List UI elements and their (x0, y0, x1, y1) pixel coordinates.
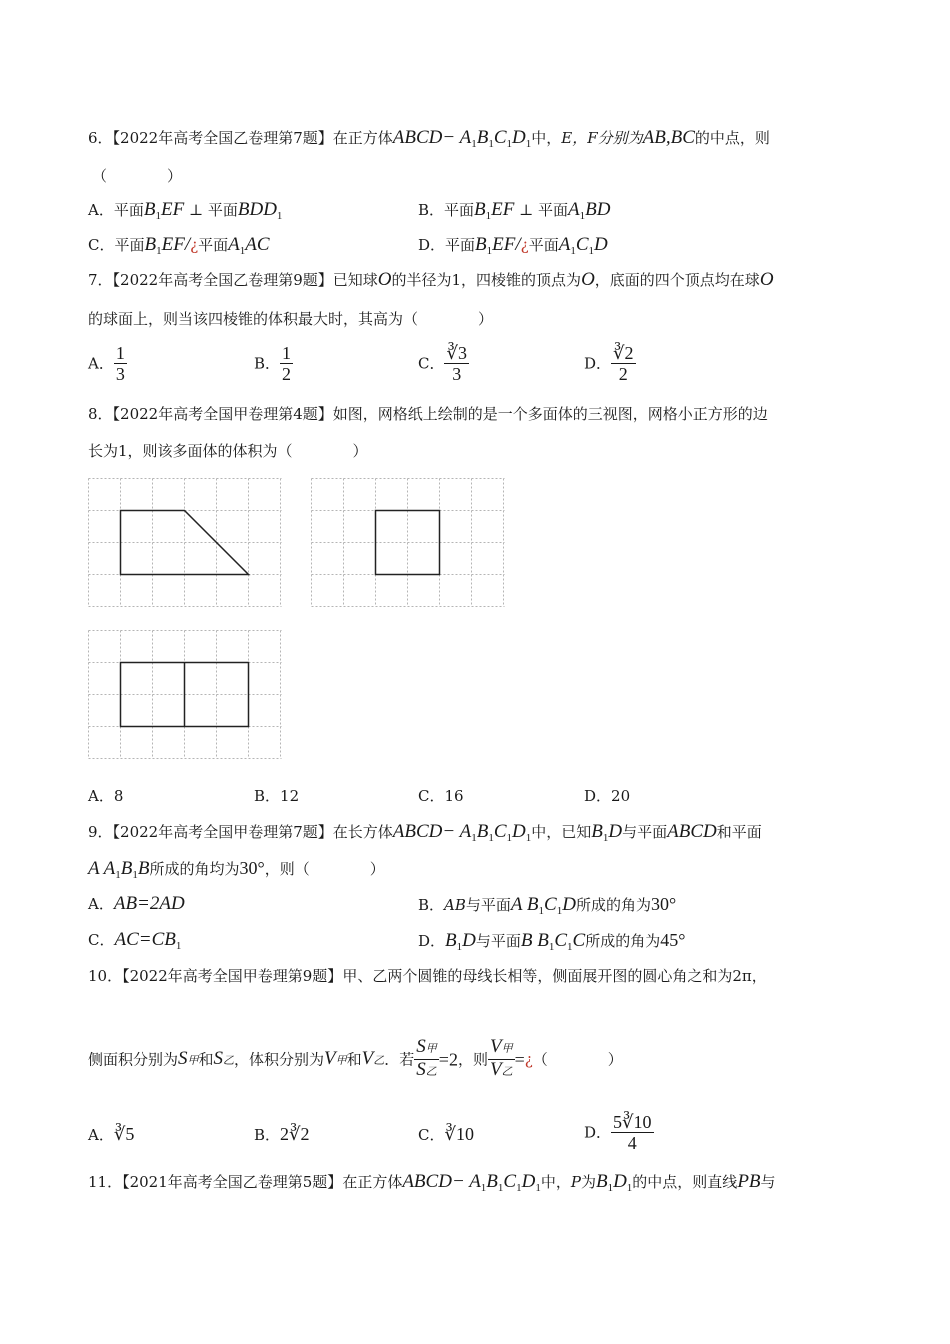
option-label: A． (88, 787, 114, 805)
option-label: D． (418, 236, 446, 254)
var-s: S (178, 1047, 188, 1069)
q7-option-c[interactable] (418, 343, 469, 384)
sub-jia: 甲 (501, 1043, 513, 1055)
option-text: 所成的角为 (575, 896, 651, 914)
option-label: D． (584, 1123, 612, 1142)
sub-1: 1 (602, 832, 609, 844)
q10-source: 【2022年高考全国甲卷理第9题】 (122, 967, 343, 985)
q10-text-3: ，体积分别为 (234, 1050, 325, 1069)
sub-1: 1 (535, 1182, 541, 1194)
inverted-question-mark: ¿ (524, 1050, 533, 1069)
q10-option-c[interactable] (418, 1124, 474, 1145)
var-d: D (562, 894, 576, 915)
q10-option-d[interactable] (584, 1112, 654, 1153)
sub-1: 1 (480, 1182, 487, 1194)
q6-comma: , (665, 127, 671, 148)
sub-1: 1 (516, 1182, 522, 1194)
q9-line2 (88, 858, 385, 881)
sub-1: 1 (497, 1182, 504, 1194)
q6-ef-text: E，F分别为 (561, 129, 643, 147)
q8-option-a[interactable] (88, 786, 123, 806)
option-value: 8 (113, 787, 124, 805)
option-label: B． (418, 201, 445, 219)
sub-1: 1 (506, 138, 513, 150)
var-s: S (416, 1059, 426, 1080)
var-bb: B B (520, 930, 549, 951)
var-b: B (143, 199, 156, 220)
sub-1: 1 (556, 905, 563, 917)
option-value: 16 (444, 787, 464, 805)
sub-yi: 乙 (373, 1054, 385, 1067)
q8-top-view-figure (88, 630, 282, 760)
plane-word: 平面 (207, 201, 238, 219)
option-label: A． (88, 354, 114, 373)
word-and: 和 (346, 1050, 362, 1069)
sub-1: 1 (538, 905, 545, 917)
var-a: A (558, 234, 571, 255)
fraction (611, 1112, 653, 1153)
var-v: V (489, 1059, 502, 1080)
q6-option-d[interactable] (418, 235, 608, 257)
fraction (444, 343, 468, 384)
q8-line1 (88, 404, 768, 424)
plane-word: 平面 (444, 201, 475, 219)
q7-number: 7． (88, 271, 113, 289)
sub-1: 1 (239, 245, 246, 257)
var-d: D (608, 821, 623, 842)
q9-text-5: 所成的角均为 (149, 860, 240, 878)
sub-1: 1 (588, 245, 595, 257)
var-a: A (459, 821, 472, 842)
var-b: B (476, 821, 489, 842)
q8-source: 【2022年高考全国甲卷理第4题】 (112, 405, 333, 423)
fraction (611, 343, 635, 384)
q10-option-b[interactable] (254, 1124, 310, 1145)
var-a: A (568, 199, 580, 220)
q6-bc: BC (670, 127, 695, 148)
q10-text-2: 侧面积分别为 (88, 1050, 179, 1069)
q11-text-5: 与 (760, 1173, 776, 1191)
q8-option-d[interactable] (584, 786, 630, 806)
var-o: O (581, 269, 595, 290)
var-bd: BD (237, 199, 264, 220)
option-label: D． (584, 787, 612, 805)
q11-text-2: 中， (540, 1173, 571, 1191)
option-label: D． (418, 932, 446, 950)
q9-text-4: 和平面 (716, 823, 762, 841)
q8-option-c[interactable] (418, 786, 464, 806)
sub-1: 1 (175, 940, 182, 952)
denominator: 2 (618, 364, 628, 384)
q9-option-c[interactable] (88, 930, 181, 952)
sub-1: 1 (488, 832, 494, 844)
fraction (114, 343, 127, 384)
var-b: B (474, 199, 486, 220)
q7-line2: 的球面上，则当该四棱锥的体积最大时，其高为（ ） (88, 310, 494, 328)
var-s: S (213, 1047, 224, 1069)
option-text: 与平面 (475, 932, 521, 950)
q10-option-a[interactable] (88, 1124, 134, 1145)
q7-line1 (88, 270, 774, 290)
var-p: P (570, 1173, 581, 1191)
option-label: B． (418, 896, 445, 914)
numerator: 1 (282, 343, 292, 363)
var-o: O (377, 269, 392, 290)
sub-1: 1 (488, 138, 494, 150)
var-a: A (510, 894, 523, 915)
numerator: ∛3 (446, 343, 467, 363)
sub-1: 1 (155, 210, 161, 222)
sub-1: 1 (506, 832, 513, 844)
q9-text-6: ，则（ ） (264, 860, 385, 878)
plane-word: 平面 (114, 236, 145, 254)
var-aa: A A (88, 858, 116, 879)
q7-text-3: ，底面的四个顶点均在球 (594, 271, 760, 289)
sub-yi: 乙 (501, 1066, 513, 1078)
sub-1: 1 (626, 1182, 633, 1194)
q11-text-4: 的中点，则直线 (632, 1173, 738, 1191)
var-d: D (594, 234, 608, 255)
var-b: B (595, 1171, 608, 1192)
option-expression: AB=2AD (113, 893, 185, 914)
q6-option-a[interactable] (88, 200, 282, 222)
denominator: 3 (452, 364, 462, 384)
var-abcd: ABCD (667, 821, 717, 842)
q11-text-1: 在正方体 (342, 1173, 403, 1191)
var-bd: BD (585, 199, 611, 220)
var-v: V (361, 1047, 374, 1069)
plane-word: 平面 (445, 236, 476, 254)
var-b: B (144, 234, 157, 255)
var-pb: PB (737, 1171, 761, 1192)
var-d: D (462, 930, 476, 951)
fraction (280, 343, 293, 384)
var-d: D (521, 1171, 536, 1192)
var-b: B (486, 1171, 498, 1192)
slash: / (515, 234, 521, 255)
var-b: B (475, 234, 487, 255)
q8-text-1: 如图，网格纸上绘制的是一个多面体的三视图，网格小正方形的边 (332, 405, 768, 423)
var-b: B (120, 858, 133, 879)
q10-text-5: ，则 (457, 1050, 488, 1069)
option-label: C． (418, 1126, 445, 1144)
sub-jia: 甲 (335, 1054, 347, 1067)
q6-number: 6． (88, 129, 113, 147)
option-label: C． (88, 931, 115, 949)
var-c: C (575, 234, 589, 255)
fraction-s-ratio (414, 1037, 439, 1082)
q10-text-1: 甲、乙两个圆锥的母线长相等，侧面展开图的圆心角之和为2π， (342, 967, 767, 985)
var-a: A (228, 234, 240, 255)
sub-1: 1 (132, 869, 138, 881)
denominator: 3 (115, 364, 125, 384)
option-label: A． (88, 201, 114, 219)
denominator: 4 (627, 1133, 637, 1153)
q7-source: 【2022年高考全国乙卷理第9题】 (112, 271, 333, 289)
var-s: S (416, 1036, 426, 1057)
var-ac: AC (245, 234, 270, 255)
sub-1: 1 (115, 869, 121, 881)
sub-jia: 甲 (425, 1043, 437, 1055)
sub-1: 1 (471, 138, 477, 150)
sub-1: 1 (570, 245, 576, 257)
var-b: B (526, 894, 539, 915)
var-ab: AB (444, 896, 466, 914)
q8-line2: 长为1，则该多面体的体积为（ ） (88, 442, 368, 460)
fraction-v-ratio (488, 1037, 515, 1082)
sub-yi: 乙 (223, 1054, 235, 1067)
q9-option-a[interactable] (88, 894, 185, 914)
q11-line1 (88, 1172, 776, 1194)
option-label: A． (88, 895, 114, 913)
grid-lines (89, 479, 282, 607)
sub-1: 1 (456, 941, 463, 953)
var-b: B (591, 821, 603, 842)
q9-option-b[interactable] (418, 894, 676, 917)
inverted-question-mark: ¿ (520, 236, 529, 254)
q6-ab: AB (642, 127, 666, 148)
q10-line1 (88, 966, 767, 986)
q9-text-1: 在长方体 (332, 823, 393, 841)
var-ef: EF (160, 199, 185, 220)
sub-1: 1 (485, 210, 492, 222)
perp-symbol: ⊥ (514, 201, 539, 219)
q6-cube-name (393, 127, 532, 148)
denominator: 2 (282, 364, 292, 384)
option-value: 20 (611, 787, 631, 805)
q6-line1 (88, 128, 770, 150)
sub-1: 1 (525, 832, 532, 844)
q6-a1: A (459, 127, 472, 148)
var-c: C (554, 930, 568, 951)
q6-cube-abcd: ABCD (392, 127, 443, 148)
q11-source: 【2021年高考全国乙卷理第5题】 (122, 1173, 343, 1191)
var-o: O (759, 269, 774, 290)
equals-sign: = (514, 1049, 525, 1070)
option-text: 与平面 (465, 896, 511, 914)
var-v: V (489, 1036, 502, 1057)
var-v: V (324, 1047, 336, 1069)
option-label: B． (254, 354, 281, 373)
sub-1: 1 (156, 245, 162, 257)
numerator: 1 (115, 343, 125, 363)
plane-word: 平面 (113, 201, 144, 219)
slash: / (184, 234, 191, 255)
option-value: 2∛2 (280, 1124, 310, 1144)
numerator: ∛2 (613, 343, 634, 363)
q7-option-a[interactable] (88, 343, 127, 384)
var-abcd: ABCD (402, 1171, 452, 1192)
q7-text-2: 的半径为1，四棱锥的顶点为 (391, 271, 582, 289)
option-label: B． (254, 787, 281, 805)
q9-option-d[interactable] (418, 930, 685, 953)
q6-option-b[interactable] (418, 200, 610, 222)
var-a: A (469, 1171, 481, 1192)
var-ef: EF (161, 234, 185, 255)
q8-front-view-figure (88, 478, 282, 608)
angle-value: 45° (660, 930, 686, 950)
q9-text-3: 与平面 (622, 823, 668, 841)
sub-1: 1 (276, 210, 283, 222)
option-label: A． (88, 1126, 114, 1144)
option-label: C． (88, 236, 115, 254)
q7-text-1: 已知球 (332, 271, 378, 289)
q6-answer-paren: （ ） (92, 167, 183, 185)
sub-1: 1 (567, 941, 573, 953)
q9-number: 9． (88, 823, 113, 841)
q6-intro: 在正方体 (332, 129, 393, 147)
q6-mid: 中， (531, 129, 562, 147)
var-ef: EF (491, 199, 515, 220)
option-text: 所成的角为 (585, 932, 661, 950)
word-and: 和 (198, 1050, 214, 1069)
q10-line2 (88, 1037, 623, 1082)
option-label: C． (418, 787, 445, 805)
equals-two: =2 (438, 1049, 458, 1070)
var-c: C (544, 894, 557, 915)
var-ef: EF (492, 234, 516, 255)
option-label: C． (418, 354, 445, 373)
sub-1: 1 (607, 1182, 614, 1194)
option-label: B． (254, 1126, 281, 1144)
sub-1: 1 (525, 138, 532, 150)
sub-jia: 甲 (187, 1054, 199, 1067)
q10-number: 10． (88, 967, 123, 985)
q11-number: 11． (88, 1173, 123, 1191)
q9-source: 【2022年高考全国甲卷理第7题】 (112, 823, 333, 841)
option-value: ∛10 (444, 1124, 474, 1144)
option-label: D． (584, 354, 612, 373)
q8-option-b[interactable] (254, 786, 299, 806)
var-d: D (263, 199, 277, 220)
var-abcd: ABCD (392, 821, 443, 842)
q9-cuboid-name (393, 821, 532, 842)
q6-source: 【2022年高考全国乙卷理第7题】 (112, 129, 333, 147)
plane-word: 平面 (528, 236, 559, 254)
q8-side-view-figure (311, 478, 505, 608)
option-value: ∛5 (113, 1124, 135, 1144)
var-c: C (572, 930, 586, 951)
q6-option-c[interactable] (88, 235, 270, 257)
q10-text-4: ．若 (384, 1050, 415, 1069)
sub-1: 1 (486, 245, 493, 257)
minus-sign: − (451, 1171, 465, 1192)
sub-yi: 乙 (425, 1066, 437, 1078)
plane-word: 平面 (198, 236, 229, 254)
var-b: B (137, 858, 150, 879)
q6-b1: B (476, 127, 489, 148)
inverted-question-mark: ¿ (190, 236, 199, 254)
numerator: 5∛10 (613, 1112, 652, 1132)
minus-sign: − (442, 821, 456, 842)
var-c: C (493, 821, 507, 842)
q6-c1: C (493, 127, 507, 148)
option-expression: AC=CB (114, 929, 176, 950)
var-b: B (445, 930, 457, 951)
var-d: D (512, 821, 526, 842)
q6-tail: 的中点，则 (694, 129, 770, 147)
q9-text-2: 中，已知 (531, 823, 592, 841)
q7-option-b[interactable] (254, 343, 293, 384)
option-value: 12 (280, 787, 300, 805)
plane-word: 平面 (538, 201, 569, 219)
angle-value: 30° (650, 894, 677, 914)
grid-lines (312, 479, 505, 607)
q10-answer-paren: （ ） (532, 1050, 623, 1069)
sub-1: 1 (471, 832, 477, 844)
q7-option-d[interactable] (584, 343, 636, 384)
perp-symbol: ⊥ (184, 201, 208, 219)
var-c: C (503, 1171, 517, 1192)
sub-1: 1 (579, 210, 586, 222)
q11-text-3: 为 (580, 1173, 596, 1191)
q8-number: 8． (88, 405, 113, 423)
q9-line1 (88, 822, 762, 844)
angle-30: 30° (239, 858, 265, 878)
var-d: D (613, 1171, 627, 1192)
q6-d1: D (512, 127, 526, 148)
q6-minus: − (442, 127, 456, 148)
sub-1: 1 (548, 941, 555, 953)
